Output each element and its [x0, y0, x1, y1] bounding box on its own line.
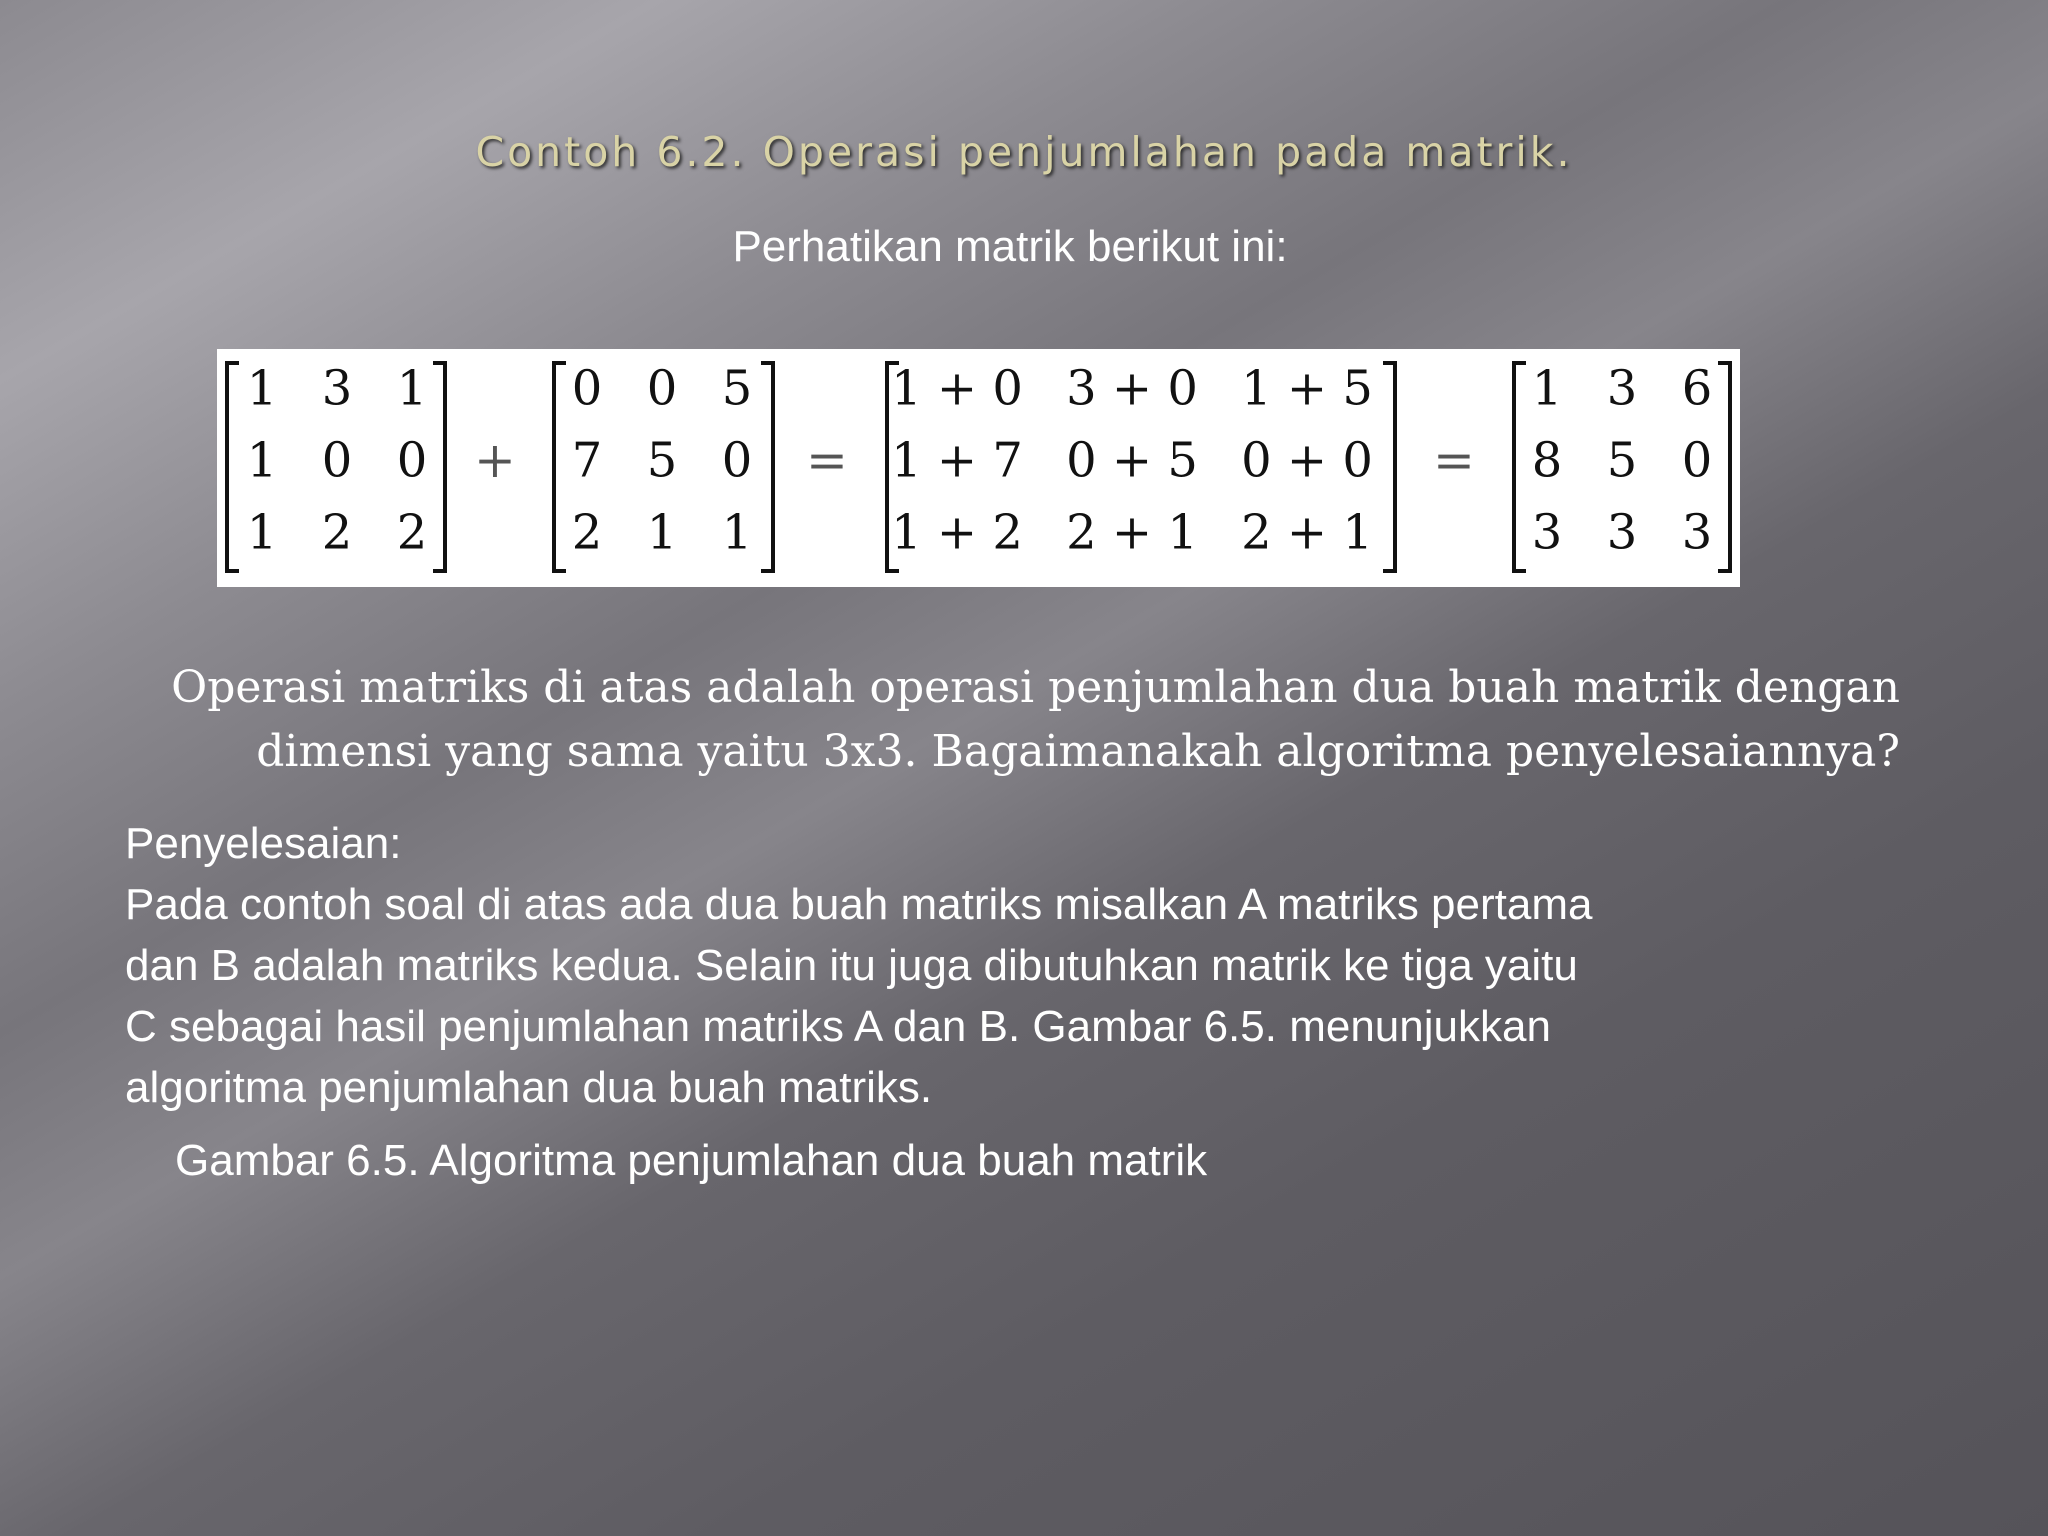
plus-sign: +	[474, 431, 516, 489]
matrix-sum-expression-right-bracket	[1383, 363, 1395, 571]
matrix-a-cell: 0	[321, 432, 353, 489]
figure-caption: Gambar 6.5. Algoritma penjumlahan dua buah matrik	[175, 1136, 1208, 1185]
slide-title: Contoh 6.2. Operasi penjumlahan pada matrik.	[475, 128, 1573, 176]
matrix-a-cell: 1	[246, 360, 278, 417]
explanation-paragraph	[130, 656, 1900, 784]
matrix-result-cell: 1	[1531, 360, 1563, 417]
matrix-sum-expression-cell: 1 + 2	[891, 504, 1023, 561]
explanation-line-1: Operasi matriks di atas adalah operasi penjumlahan dua buah matrik dengan	[171, 662, 1900, 713]
matrix-b-cell: 1	[721, 504, 753, 561]
solution-line-2: dan B adalah matriks kedua. Selain itu juga dibutuhkan matrik ke tiga yaitu	[125, 941, 1578, 990]
matrix-sum-expression-cell: 2 + 1	[1241, 504, 1373, 561]
matrix-b-cell: 2	[571, 504, 603, 561]
matrix-sum-expression-cell: 2 + 1	[1066, 504, 1198, 561]
matrix-b-cell: 1	[646, 504, 678, 561]
solution-heading: Penyelesaian:	[125, 819, 402, 868]
matrix-a-cell: 1	[246, 432, 278, 489]
matrix-result-cell: 3	[1531, 504, 1563, 561]
matrix-a-cell: 0	[396, 432, 428, 489]
matrix-a-cell: 2	[396, 504, 428, 561]
slide-subtitle: Perhatikan matrik berikut ini:	[732, 222, 1288, 271]
matrix-a-cell: 1	[396, 360, 428, 417]
solution-line-3: C sebagai hasil penjumlahan matriks A dan B. Gambar 6.5. menunjukkan	[125, 1002, 1551, 1051]
matrix-result-cell: 3	[1606, 504, 1638, 561]
matrix-a-cell: 3	[321, 360, 353, 417]
matrix-b-cell: 0	[721, 432, 753, 489]
matrix-b-left-bracket	[554, 363, 566, 571]
matrix-result-cell: 6	[1681, 360, 1713, 417]
matrix-result-right-bracket	[1718, 363, 1730, 571]
matrix-sum-expression-cell: 0 + 5	[1066, 432, 1198, 489]
solution-line-1: Pada contoh soal di atas ada dua buah matriks misalkan A matriks pertama	[125, 880, 1593, 929]
matrix-b-cell: 7	[571, 432, 603, 489]
matrix-sum-expression-cell: 1 + 0	[891, 360, 1023, 417]
equals-sign: =	[806, 431, 848, 489]
matrix-a-cell: 2	[321, 504, 353, 561]
solution-block	[125, 813, 1945, 1118]
matrix-result-cell: 8	[1531, 432, 1563, 489]
matrix-result-cell: 3	[1606, 360, 1638, 417]
matrix-result-left-bracket	[1514, 363, 1526, 571]
matrix-b-cell: 0	[646, 360, 678, 417]
matrix-result-cell: 0	[1681, 432, 1713, 489]
matrix-a-left-bracket	[227, 363, 239, 571]
matrix-b-right-bracket	[761, 363, 773, 571]
matrix-a-cell: 1	[246, 504, 278, 561]
matrix-sum-expression-cell: 0 + 0	[1241, 432, 1373, 489]
matrix-sum-expression-cell: 1 + 5	[1241, 360, 1373, 417]
matrix-sum-expression-cell: 3 + 0	[1066, 360, 1198, 417]
matrix-sum-expression-cell: 1 + 7	[891, 432, 1023, 489]
matrix-equation	[217, 349, 1740, 587]
equals-sign: =	[1433, 431, 1475, 489]
solution-line-4: algoritma penjumlahan dua buah matriks.	[125, 1063, 933, 1112]
matrix-result-cell: 5	[1606, 432, 1638, 489]
matrix-b-cell: 0	[571, 360, 603, 417]
explanation-line-2: dimensi yang sama yaitu 3x3. Bagaimanakah algoritma penyelesaiannya?	[256, 726, 1900, 777]
matrix-equation-figure	[217, 349, 1740, 587]
matrix-b-cell: 5	[721, 360, 753, 417]
matrix-a-right-bracket	[433, 363, 445, 571]
matrix-b-cell: 5	[646, 432, 678, 489]
matrix-result-cell: 3	[1681, 504, 1713, 561]
